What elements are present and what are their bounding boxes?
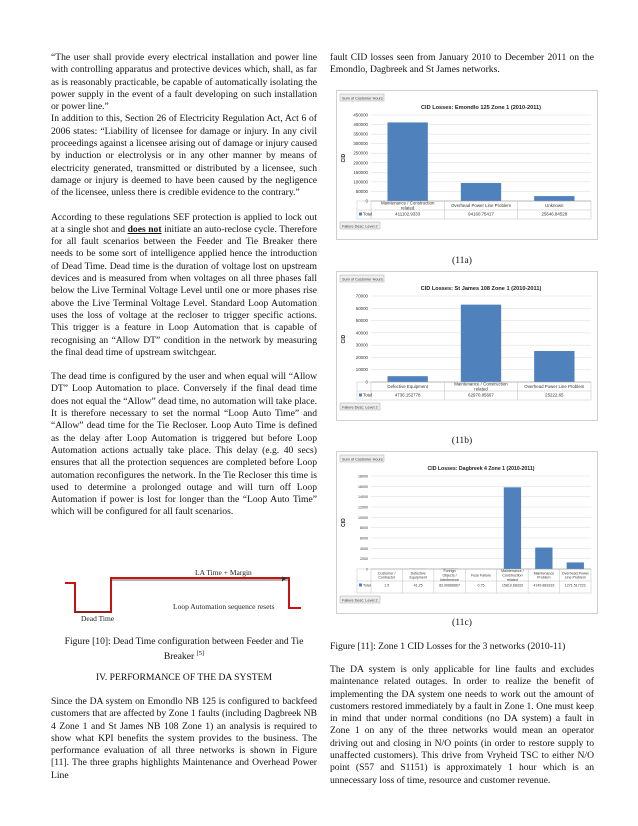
bar — [388, 122, 428, 201]
category-label: Maintenance — [533, 571, 555, 576]
value-label: 411102.9333 — [395, 211, 421, 217]
category-label: Maintenance / — [501, 569, 524, 574]
y-tick-label: 8000 — [360, 526, 368, 531]
sef-paragraph: According to these regulations SEF protection is applied to lock out at a single shot and does not initiate an auto-reclose cycle. Therefore for all fault scenarios between the Feeder and Tie Breaker there needs to be some sort of intelligence applied hence the introduction of Dead Time. Dead time is the duration of voltage lost on upstream devices and is measured from when voltages on all three phases fall below the Live Terminal Voltage Level until one or more phases rise above the Live Terminal Voltage Level. Standard Loop Automation uses the loss of voltage at the recloser to trigger specific actions. This trigger is a feature in Loop Automation that is capable of recognising an “Allow DT” condition in the network by measuring the final dead time of upstream switchgear. — [51, 211, 318, 358]
bar — [534, 196, 574, 201]
category-label: Foreign — [443, 569, 456, 574]
y-tick-label: 250000 — [353, 150, 368, 156]
value-label: 62970.85667 — [468, 392, 494, 398]
label-11c: (11c) — [452, 617, 472, 628]
category-label: Overhead Power — [561, 571, 589, 576]
y-tick-label: 400000 — [353, 122, 368, 128]
value-label: 1.5 — [384, 583, 390, 588]
y-tick-label: 0 — [365, 198, 368, 204]
category-label: Unknown — [545, 203, 564, 208]
category-label: Contractor — [378, 575, 396, 580]
y-tick-label: 10000 — [355, 367, 368, 373]
bar — [567, 562, 584, 569]
category-label: Maintenance / Construction — [380, 200, 435, 206]
chart-11c — [336, 451, 598, 614]
bar — [461, 305, 501, 382]
y-tick-label: 450000 — [353, 112, 368, 118]
value-label: 0.75 — [477, 583, 485, 588]
bar — [504, 487, 521, 569]
category-label: related — [506, 577, 518, 582]
y-tick-label: 40000 — [355, 330, 368, 336]
loop-reset-label: Loop Automation sequence resets — [173, 602, 275, 611]
y-axis-label: CID — [341, 334, 347, 344]
value-label: 41.25 — [413, 583, 423, 588]
category-label: Interference — [439, 577, 460, 582]
legend-swatch — [359, 394, 362, 397]
category-label: related — [474, 386, 488, 392]
y-tick-label: 150000 — [353, 169, 368, 175]
y-tick-label: 4000 — [360, 546, 368, 551]
la-time-label: LA Time + Margin — [195, 568, 252, 577]
category-label: Overhead Power Line Problem — [450, 203, 512, 208]
y-tick-label: 10000 — [358, 515, 368, 520]
value-label: 94160.75417 — [468, 211, 494, 217]
right-body: The DA system is only applicable for line faults and excludes maintenance related outages. In order to realize the benefit of implementing the DA system one needs to work out the amount of customers restored immediately by a fault in Zone 1. One must keep in mind that under normal conditions (no DA system) a fault in Zone 1 on any of the three networks would mean an operator driving out and closing in N/O points (in order to restore supply to unaffected customers). This drive from Vryheid TSC to either N/O point (S57 and S1151) is approximately 1 hour which is an unnecessary loss of time, resource and customer revenue. — [330, 664, 594, 786]
label-11b: (11b) — [451, 435, 473, 446]
y-tick-label: 0 — [365, 379, 368, 385]
category-label: related — [400, 205, 415, 211]
y-tick-label: 200000 — [353, 160, 368, 166]
field-button-label: Sum of Customer Hours — [342, 277, 383, 282]
y-tick-label: 2000 — [360, 557, 368, 562]
y-tick-label: 16000 — [358, 484, 368, 489]
category-label: Maintenance / Construction — [454, 381, 508, 387]
value-label: 15810.68333 — [501, 583, 523, 588]
field-button-label: Sum of Customer Hours — [342, 457, 383, 462]
category-label: Overhead Power Line Problem — [524, 384, 585, 389]
category-label: Defective Equipment — [387, 384, 428, 389]
dead-time-label: Dead Time — [81, 614, 115, 622]
bar — [461, 183, 501, 201]
figure-11-caption: Figure [11]: Zone 1 CID Losses for the 3 networks (2010-11) — [330, 641, 566, 652]
value-label: 25222.65 — [545, 392, 564, 398]
chart-11a — [336, 90, 598, 240]
right-intro: fault CID losses seen from January 2010 to December 2011 on the Emondlo, Dagbreek and St James networks. — [330, 52, 594, 76]
does-not-emphasis: does not — [127, 223, 162, 235]
y-tick-label: 0 — [366, 567, 368, 572]
y-axis-label: CID — [341, 153, 347, 163]
y-tick-label: 300000 — [353, 141, 368, 147]
y-tick-label: 30000 — [355, 342, 368, 348]
y-tick-label: 350000 — [353, 131, 368, 137]
dead-time-diagram — [63, 568, 313, 622]
bar — [535, 548, 552, 569]
filter-button-label: Failure Desc: Level 2 — [342, 405, 378, 410]
value-label: 4149.883333 — [533, 583, 555, 588]
left-column — [51, 52, 317, 519]
y-tick-label: 6000 — [360, 536, 368, 541]
field-button-label: Sum of Customer Hours — [342, 96, 383, 101]
legend-swatch — [359, 584, 362, 587]
legend-label: Total — [363, 583, 371, 588]
chart-11b — [336, 271, 598, 421]
y-tick-label: 18000 — [358, 474, 368, 479]
bar — [534, 351, 574, 382]
chart-title: CID Losses: Emondlo 125 Zone 1 (2010-2011) — [421, 105, 541, 111]
bar — [388, 376, 428, 382]
y-tick-label: 12000 — [358, 505, 368, 510]
value-label: 83.90666667 — [439, 583, 461, 588]
value-label: 1271.517222 — [564, 583, 586, 588]
chart-title: CID Losses: Dagbreek 4 Zone 1 (2010-2011) — [427, 466, 535, 472]
section26-paragraph: In addition to this, Section 26 of Electricity Regulation Act, Act 6 of 2006 states: “Liability of licensee for damage or injury. In any civil proceedings against a licensee arising out of damage or injury caused by induction or electrolysis or in any other manner by means of electricity generated, transmitted or distributed by a licensee, such damage or injury is deemed to have been caused by the negligence of the licensee, unless there is credible evidence to the contrary.” — [51, 113, 317, 199]
category-label: Objects / — [442, 573, 457, 578]
figure-10-caption: Figure [10]: Dead Time configuration between Feeder and Tie Breaker [5] — [64, 636, 304, 663]
y-tick-label: 60000 — [355, 305, 368, 311]
category-label: Problem — [537, 575, 551, 580]
legend-swatch — [359, 213, 362, 216]
section-body: Since the DA system on Emondlo NB 125 is configured to backfeed customers that are affected by Zone 1 faults (including Dagbreek NB 4 Zone 1 and St James NB 108 Zone 1) an analysis is required to show what KPI benefits the system provides to the business. The performance evaluation of all three networks is shown in Figure [11]. The three graphs highlights Maintenance and Overhead Power Line — [51, 696, 317, 781]
y-tick-label: 50000 — [355, 188, 368, 194]
category-label: Construction — [502, 573, 523, 578]
dead-time-paragraph: The dead time is configured by the user and when equal will “Allow DT” Loop Automation to place. Conversely if the final dead time does not equal the “Allow” dead time, no automation will take place. It is therefore necessary to set the normal “Loop Auto Time” and “Allow” dead time for the Tie Recloser. Loop Auto Time is defined as the delay after Loop Automation is triggered but before Loop Automation actions actually take place. This delay (e.g. 40 secs) ensures that all the protection sequences are completed before Loop automation reconfigures the network. In the Tie Recloser this time is used to determine a prolonged outage and will turn off Loop Automation if power is lost for longer than the “Loop Auto Time” which will be configured for all fault scenarios. — [51, 371, 317, 518]
quote-paragraph: “The user shall provide every electrical installation and power line with controlling apparatus and protective devices which, shall, as far as is reasonably practicable, be capable of automatically isolating the power supply in the event of a fault developing on such installation or power line.” — [51, 52, 317, 113]
label-11a: (11a) — [452, 255, 472, 266]
chart-title: CID Losses: St James 108 Zone 1 (2010-2011) — [420, 286, 542, 292]
y-tick-label: 20000 — [355, 354, 368, 360]
value-label: 4736.152778 — [394, 392, 421, 398]
y-tick-label: 100000 — [353, 179, 368, 185]
y-tick-label: 14000 — [358, 495, 368, 500]
y-axis-label: CID — [341, 518, 347, 527]
filter-button-label: Failure Desc: Level 2 — [342, 598, 378, 603]
category-label: Line Problem — [564, 575, 586, 580]
category-label: Equipment — [409, 575, 427, 580]
value-label: 25646.84528 — [541, 211, 568, 217]
category-label: Customer / — [377, 571, 396, 576]
filter-button-label: Failure Desc: Level 2 — [342, 224, 378, 229]
section-heading: IV. PERFORMANCE OF THE DA SYSTEM — [95, 672, 273, 683]
category-label: Defective — [410, 571, 426, 576]
legend-label: Total — [363, 392, 373, 398]
legend-label: Total — [363, 211, 373, 217]
y-tick-label: 70000 — [355, 293, 368, 299]
category-label: Fuse Failure — [471, 573, 491, 578]
y-tick-label: 50000 — [355, 318, 368, 324]
